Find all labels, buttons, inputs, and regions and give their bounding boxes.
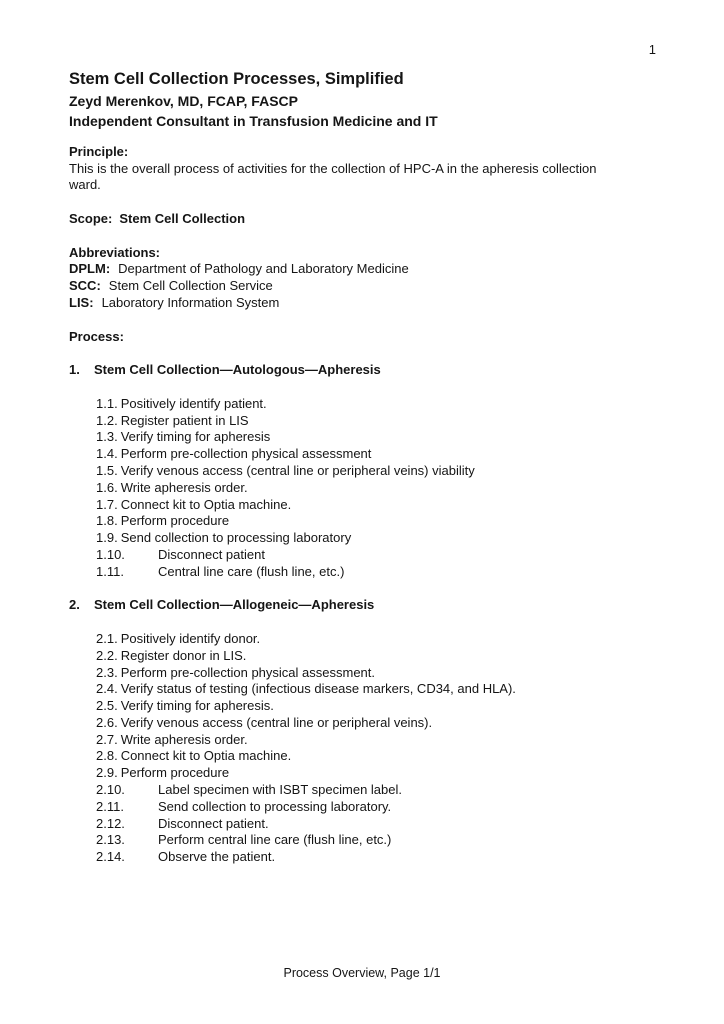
step-text: Perform pre-collection physical assessment. (120, 664, 376, 680)
step-number: 1.11. (96, 563, 124, 579)
step-text: Verify status of testing (infectious disease markers, CD34, and HLA). (120, 681, 516, 697)
step-number: 1.5. (96, 462, 118, 478)
process-step (96, 715, 656, 732)
step-text: Disconnect patient. (158, 815, 269, 831)
step-text: Write apheresis order. (120, 731, 248, 747)
step-number: 2.14. (96, 849, 125, 865)
abbreviation-term: SCC: (69, 278, 101, 294)
scope-label: Scope: (69, 210, 113, 226)
step-number: 2.12. (96, 815, 125, 831)
step-number: 1.1. (96, 395, 118, 411)
process-step (96, 463, 656, 480)
step-list (69, 396, 656, 581)
step-text: Perform procedure (120, 513, 230, 529)
author-line: Zeyd Merenkov, MD, FCAP, FASCP (69, 92, 298, 109)
process-step (96, 429, 656, 446)
step-text: Disconnect patient (158, 546, 265, 562)
abbreviation-definition: Laboratory Information System (101, 294, 280, 310)
process-step (96, 564, 656, 581)
section-number: 1. (69, 362, 80, 378)
step-number: 1.9. (96, 530, 118, 546)
process-step (96, 547, 656, 564)
section-number: 2. (69, 597, 80, 613)
step-list (69, 631, 656, 866)
step-text: Perform pre-collection physical assessment (120, 446, 372, 462)
step-number: 1.3. (96, 429, 118, 445)
abbreviation-term: LIS: (69, 294, 94, 310)
step-text: Write apheresis order. (120, 479, 248, 495)
step-text: Positively identify patient. (120, 395, 267, 411)
process-sections (69, 362, 656, 866)
step-text: Connect kit to Optia machine. (120, 496, 292, 512)
abbreviation-item (69, 261, 656, 278)
step-number: 2.10. (96, 782, 125, 798)
step-text: Verify timing for apheresis (120, 429, 271, 445)
page-footer: Process Overview, Page 1/1 (283, 966, 441, 980)
abbreviations-list (69, 261, 656, 311)
step-number: 1.7. (96, 496, 118, 512)
step-number: 1.10. (96, 546, 125, 562)
step-number: 1.6. (96, 479, 118, 495)
step-number: 2.13. (96, 832, 125, 848)
process-step (96, 782, 656, 799)
step-text: Verify venous access (central line or peripheral veins) viability (120, 462, 475, 478)
step-number: 2.11. (96, 798, 124, 814)
abbreviation-definition: Department of Pathology and Laboratory Medicine (118, 261, 409, 277)
process-step (96, 765, 656, 782)
process-step (96, 480, 656, 497)
step-text: Send collection to processing laboratory. (158, 798, 392, 814)
scope-text: Stem Cell Collection (119, 210, 246, 226)
abbreviations-label: Abbreviations: (69, 244, 161, 260)
abbreviation-term: DPLM: (69, 261, 111, 277)
process-step (96, 446, 656, 463)
process-step (96, 513, 656, 530)
step-text: Connect kit to Optia machine. (120, 748, 292, 764)
process-step (96, 816, 656, 833)
step-number: 2.4. (96, 681, 118, 697)
step-number: 1.4. (96, 446, 118, 462)
step-text: Verify venous access (central line or peripheral veins). (120, 714, 433, 730)
process-step (96, 631, 656, 648)
document-title: Stem Cell Collection Processes, Simplified (69, 69, 404, 88)
principle-label: Principle: (69, 143, 129, 159)
process-section (69, 597, 656, 866)
process-label: Process: (69, 328, 124, 344)
principle-text-line: ward. (69, 177, 101, 193)
step-number: 2.8. (96, 748, 118, 764)
affiliation-line: Independent Consultant in Transfusion Medicine and IT (69, 112, 438, 129)
process-step (96, 530, 656, 547)
step-number: 2.7. (96, 731, 118, 747)
step-number: 1.8. (96, 513, 118, 529)
step-text: Register patient in LIS (120, 412, 249, 428)
step-number: 2.6. (96, 714, 118, 730)
process-step (96, 396, 656, 413)
section-heading (69, 597, 656, 614)
step-number: 2.3. (96, 664, 118, 680)
process-step (96, 732, 656, 749)
section-heading (69, 362, 656, 379)
process-step (96, 748, 656, 765)
step-text: Perform central line care (flush line, etc.) (158, 832, 392, 848)
process-step (96, 413, 656, 430)
principle-paragraph (69, 161, 656, 195)
step-text: Positively identify donor. (120, 630, 261, 646)
process-step (96, 799, 656, 816)
abbreviation-definition: Stem Cell Collection Service (108, 278, 273, 294)
process-step (96, 698, 656, 715)
step-number: 2.5. (96, 698, 118, 714)
step-text: Central line care (flush line, etc.) (158, 563, 345, 579)
step-number: 2.9. (96, 765, 118, 781)
process-step (96, 497, 656, 514)
process-step (96, 681, 656, 698)
step-text: Register donor in LIS. (120, 647, 247, 663)
section-title: Stem Cell Collection—Autologous—Apheresis (94, 362, 381, 378)
process-step (96, 665, 656, 682)
section-title: Stem Cell Collection—Allogeneic—Apheresis (94, 597, 375, 613)
principle-text-line: This is the overall process of activities for the collection of HPC-A in the apheresis collection (69, 160, 597, 176)
step-text: Observe the patient. (158, 849, 276, 865)
process-section (69, 362, 656, 580)
process-step (96, 832, 656, 849)
step-text: Perform procedure (120, 765, 230, 781)
process-step (96, 648, 656, 665)
abbreviation-item (69, 295, 656, 312)
process-step (96, 849, 656, 866)
step-number: 2.2. (96, 647, 118, 663)
step-number: 1.2. (96, 412, 118, 428)
step-number: 2.1. (96, 630, 118, 646)
step-text: Verify timing for apheresis. (120, 698, 274, 714)
abbreviation-item (69, 278, 656, 295)
scope-line (69, 211, 656, 228)
step-text: Label specimen with ISBT specimen label. (158, 782, 402, 798)
step-text: Send collection to processing laboratory (120, 530, 352, 546)
page-number: 1 (648, 42, 656, 57)
